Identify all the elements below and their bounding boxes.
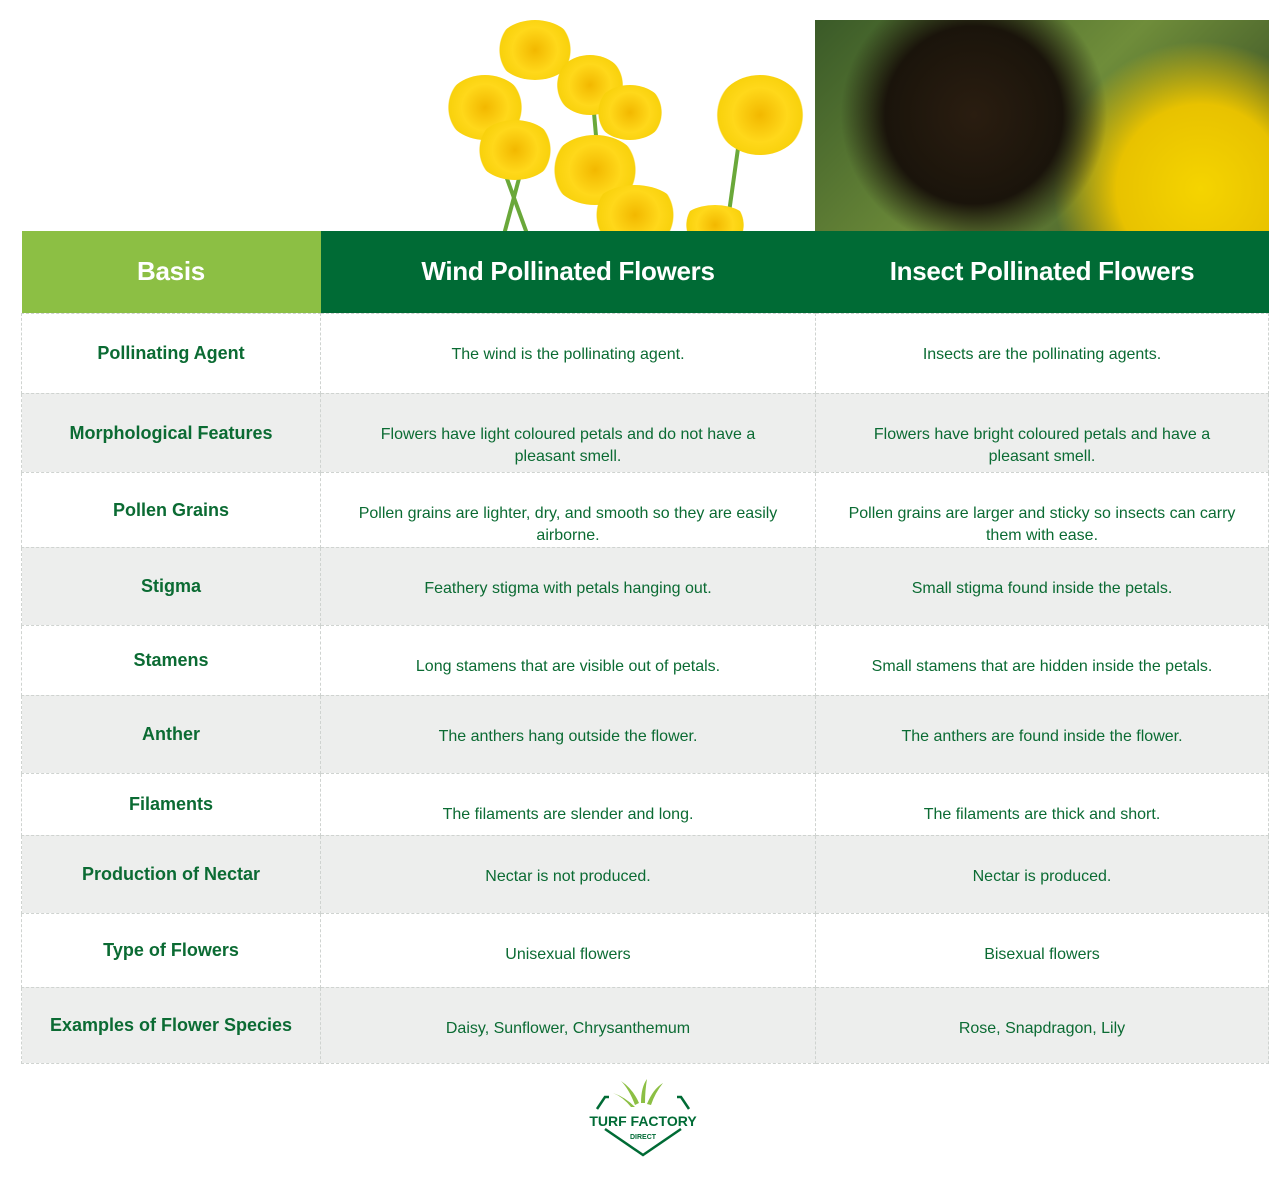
basis-cell: Type of Flowers [22,913,321,987]
table-row [22,625,1269,695]
bumblebee-photo [815,20,1269,231]
wind-cell: The wind is the pollinating agent. [321,313,816,393]
basis-cell: Filaments [22,773,321,835]
wind-cell: Pollen grains are lighter, dry, and smooth so they are easily airborne. [321,472,816,547]
header-wind: Wind Pollinated Flowers [321,231,816,313]
insect-cell: Rose, Snapdragon, Lily [816,987,1269,1063]
insect-cell: Pollen grains are larger and sticky so insects can carry them with ease. [816,472,1269,547]
wind-cell: The filaments are slender and long. [321,773,816,835]
comparison-table [21,231,1269,1064]
table-row [22,393,1269,472]
basis-cell: Anther [22,695,321,773]
insect-cell: Flowers have bright coloured petals and have a pleasant smell. [816,393,1269,472]
insect-cell: The anthers are found inside the flower. [816,695,1269,773]
basis-cell: Pollen Grains [22,472,321,547]
wind-cell: Nectar is not produced. [321,835,816,913]
table-row [22,773,1269,835]
insect-cell: Insects are the pollinating agents. [816,313,1269,393]
dandelion-photo [320,20,815,231]
table-row [22,313,1269,393]
wind-cell: Long stamens that are visible out of petals. [321,625,816,695]
table-row [22,547,1269,625]
wind-cell: The anthers hang outside the flower. [321,695,816,773]
wind-cell: Feathery stigma with petals hanging out. [321,547,816,625]
table-row [22,835,1269,913]
wind-cell: Daisy, Sunflower, Chrysanthemum [321,987,816,1063]
insect-cell: Bisexual flowers [816,913,1269,987]
basis-cell: Stigma [22,547,321,625]
insect-cell: Small stamens that are hidden inside the petals. [816,625,1269,695]
basis-cell: Morphological Features [22,393,321,472]
table-row [22,987,1269,1063]
svg-text:TURF FACTORY: TURF FACTORY [589,1113,697,1129]
svg-text:DIRECT: DIRECT [629,1134,657,1141]
turf-factory-logo [585,1077,701,1157]
basis-cell: Examples of Flower Species [22,987,321,1063]
insect-cell: Small stigma found inside the petals. [816,547,1269,625]
basis-cell: Pollinating Agent [22,313,321,393]
header-basis: Basis [22,231,321,313]
insect-cell: The filaments are thick and short. [816,773,1269,835]
basis-cell: Production of Nectar [22,835,321,913]
insect-cell: Nectar is produced. [816,835,1269,913]
wind-cell: Unisexual flowers [321,913,816,987]
header-insect: Insect Pollinated Flowers [816,231,1269,313]
table-row [22,913,1269,987]
wind-cell: Flowers have light coloured petals and do not have a pleasant smell. [321,393,816,472]
basis-cell: Stamens [22,625,321,695]
table-row [22,695,1269,773]
table-row [22,472,1269,547]
